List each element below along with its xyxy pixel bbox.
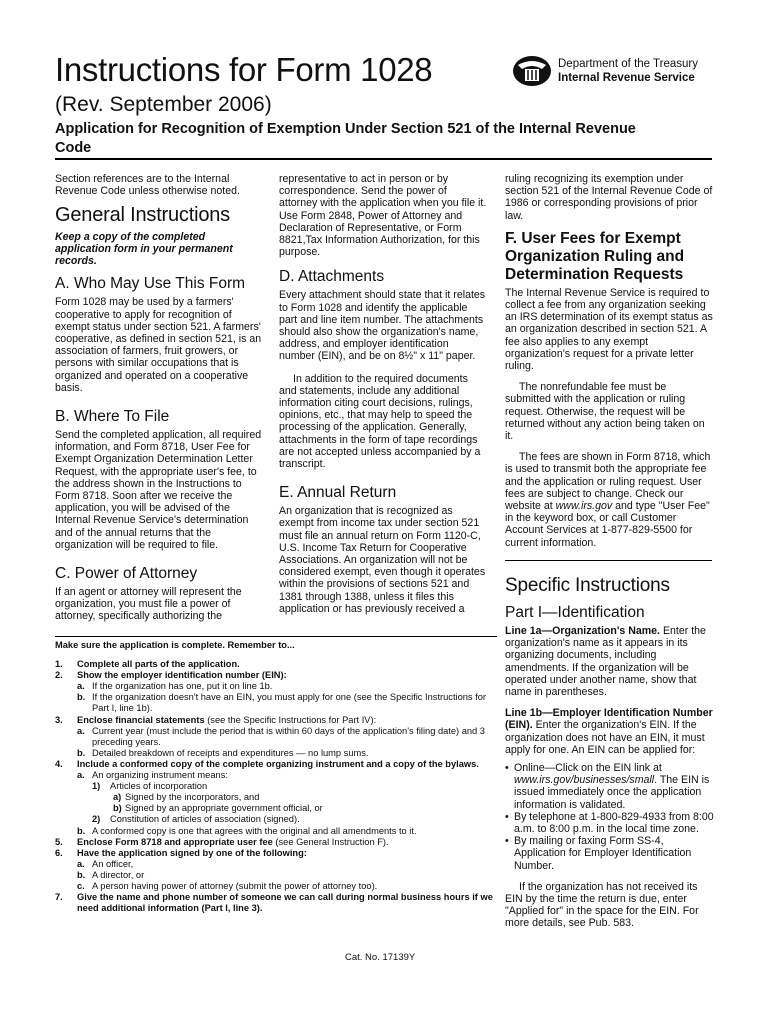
section-e-text: An organization that is recognized as exempt from income tax under section 521 must file an annual return on Form 1120-C, U.S. Income Tax Return for Cooperative Associations. An organization will not be considered exempt, even though it operates within the provisions of sections 521 and 1381 through 1388, unless it files this application or has previously received a	[279, 505, 486, 615]
section-f-text-1: The Internal Revenue Service is required to collect a fee from any organization seeking an IRS determination of its exempt status as an organization described in section 521. A fee also applies to any exempt organization's request for a private letter ruling.	[505, 286, 713, 373]
intro-text: Section references are to the Internal Revenue Code unless otherwise noted.	[55, 173, 240, 198]
line-1b-text: Line 1b—Employer Identification Number (EIN). Enter the organization's EIN. If the organization does not have an EIN, it must apply for one. An EIN can be applied for:	[505, 707, 713, 756]
specific-instructions-heading: Specific Instructions	[505, 575, 670, 596]
checklist-item-2: 2. Show the employer identification number (EIN):	[55, 670, 287, 681]
column-1	[55, 173, 263, 629]
section-a-heading: A. Who May Use This Form	[55, 275, 246, 293]
checklist-item-3: 3. Enclose financial statements (see the Specific Instructions for Part IV):	[55, 714, 377, 725]
irs-eagle-logo-icon	[512, 55, 552, 87]
form-subtitle: Application for Recognition of Exemption Under Section 521 of the Internal Revenue Code	[55, 121, 636, 156]
checklist-item-6c: c. A person having power of attorney (submit the power of attorney too).	[77, 880, 378, 891]
general-instructions-heading: General Instructions	[55, 204, 230, 227]
revision-date: (Rev. September 2006)	[55, 93, 272, 116]
specific-instructions-block	[505, 570, 715, 936]
checklist-item-5: 5. Enclose Form 8718 and appropriate user fee (see General Instruction F).	[55, 836, 389, 847]
checklist-box	[55, 640, 497, 914]
section-e-heading: E. Annual Return	[279, 484, 397, 502]
checklist-item-4a1b: b) Signed by an appropriate government official, or	[113, 803, 323, 814]
checklist-item-6: 6. Have the application signed by one of the following:	[55, 847, 307, 858]
irs-website-link[interactable]: www.irs.gov	[555, 500, 613, 513]
checklist-item-4a1: 1) Articles of incorporation	[92, 781, 208, 792]
checklist-item-4: 4. Include a conformed copy of the complete organizing instrument and a copy of the bylaws.	[55, 758, 479, 769]
checklist-item-6b: b. A director, or	[77, 869, 145, 880]
bullet-online: • Online—Click on the EIN link at www.irs.gov/businesses/small. The EIN is issued immediately once the application information is validated.	[505, 762, 710, 811]
catalog-number: Cat. No. 17139Y	[345, 952, 416, 963]
irs-small-business-link[interactable]: www.irs.gov/businesses/small	[514, 774, 655, 787]
checklist-item-2b: b. If the organization doesn't have an EIN, you must apply for one (see the Specific Instructions for Part I, line 1b).	[77, 692, 487, 714]
ein-closing-text: If the organization has not received its EIN by the time the return is due, enter "Applied for" in the space for the EIN. For more details, see Pub. 583.	[505, 880, 699, 930]
checklist-item-3a: a. Current year (must include the period that is within 60 days of the application's filing date) and 3 preceding years.	[77, 725, 485, 747]
checklist-heading: Make sure the application is complete. Remember to...	[55, 640, 295, 650]
section-a-text: Form 1028 may be used by a farmers' cooperative to apply for recognition of exempt status under section 521. A farmers' cooperative, as defined in section 521, is an association of farmers, fruit growers, or persons with similar occupations that is organized and operated on a cooperative basis.	[55, 296, 262, 394]
line-1a-text: Line 1a—Organization's Name. Enter the organization's name as it appears in its organizing documents, including amendments. If the organization will be operated under another name, show that name in parentheses.	[505, 625, 706, 699]
section-f-text-3: The fees are shown in Form 8718, which is used to transmit both the appropriate fee and the application or ruling request. User fees are subject to change. Check our website at www.irs.gov and type "User Fee" in the keyword box, or call Customer Account Services at 1-877-829-5500 for current information.	[505, 451, 711, 549]
section-b-text: Send the completed application, all required information, and Form 8718, User Fee for Exempt Organization Determination Letter Request, with the appropriate user's fee, to the address shown in the Instructions to Form 8718. Soon after we receive the application, you will be advised of the Internal Revenue Service's determination and of the annual returns that the organization will be required to file.	[55, 429, 262, 551]
bullet-telephone: • By telephone at 1-800-829-4933 from 8:00 a.m. to 8:00 p.m. in the local time zone.	[505, 810, 714, 836]
checklist-item-1: 1. Complete all parts of the application.	[55, 659, 240, 670]
section-b-heading: B. Where To File	[55, 408, 170, 426]
specific-instructions-rule	[505, 560, 712, 561]
column-3	[505, 173, 715, 555]
checklist-item-4a2: 2) Constitution of articles of association (signed).	[92, 814, 300, 825]
section-d-heading: D. Attachments	[279, 268, 385, 286]
column-2	[279, 173, 487, 621]
checklist-item-6a: a. An officer,	[77, 858, 134, 869]
keep-copy-note: Keep a copy of the completed application form in your permanent records.	[55, 231, 233, 268]
page-title: Instructions for Form 1028	[55, 51, 433, 88]
header-rule	[55, 158, 712, 160]
section-d-text-2: In addition to the required documents and statements, include any additional information citing court decisions, rulings, opinions, etc., that may help to speed the processing of the application. Generally, attachments in the form of tape recordings are not accepted unless accompanied by a transcript.	[279, 372, 481, 471]
agency-name: Department of the Treasury Internal Revenue Service	[558, 58, 698, 84]
checklist-item-4b: b. A conformed copy is one that agrees with the original and all amendments to it.	[77, 825, 417, 836]
checklist-item-7: 7. Give the name and phone number of someone we can call during normal business hours if we need additional information (Part I, line 3).	[55, 892, 493, 914]
bullet-mail: • By mailing or faxing Form SS-4, Application for Employer Identification Number.	[505, 835, 692, 872]
checklist-item-4a: a. An organizing instrument means:	[77, 770, 228, 781]
section-c-heading: C. Power of Attorney	[55, 565, 198, 583]
section-d-text-1: Every attachment should state that it relates to Form 1028 and identify the applicable part and line item number. The attachments should also show the organization's name, address, and employer identification number (EIN), and be on 8½" x 11" paper.	[279, 289, 486, 363]
checklist-item-2a: a. If the organization has one, put it on line 1b.	[77, 681, 273, 692]
section-c-continued: representative to act in person or by correspondence. Send the power of attorney with the application when you file it. Use Form 2848, Power of Attorney and Declaration of Representative, or Form 8821,Tax Information Authorization, for this purpose.	[279, 173, 487, 259]
part-1-heading: Part I—Identification	[505, 604, 645, 621]
section-f-heading: F. User Fees for Exempt Organization Ruling and Determination Requests	[505, 229, 685, 283]
section-e-continued: ruling recognizing its exemption under section 521 of the Internal Revenue Code of 1986 or corresponding provisions of prior law.	[505, 173, 713, 222]
checklist-item-3b: b. Detailed breakdown of receipts and expenditures — no lump sums.	[77, 747, 369, 758]
section-f-text-2: The nonrefundable fee must be submitted with the application or ruling request. Otherwise, the request will be returned without any action being taken on it.	[505, 381, 705, 443]
checklist-item-4a1a: a) Signed by the incorporators, and	[113, 792, 260, 803]
section-c-text: If an agent or attorney will represent the organization, you must file a power of attorney, specifically authorizing the	[55, 586, 242, 623]
checklist-rule	[55, 636, 497, 637]
